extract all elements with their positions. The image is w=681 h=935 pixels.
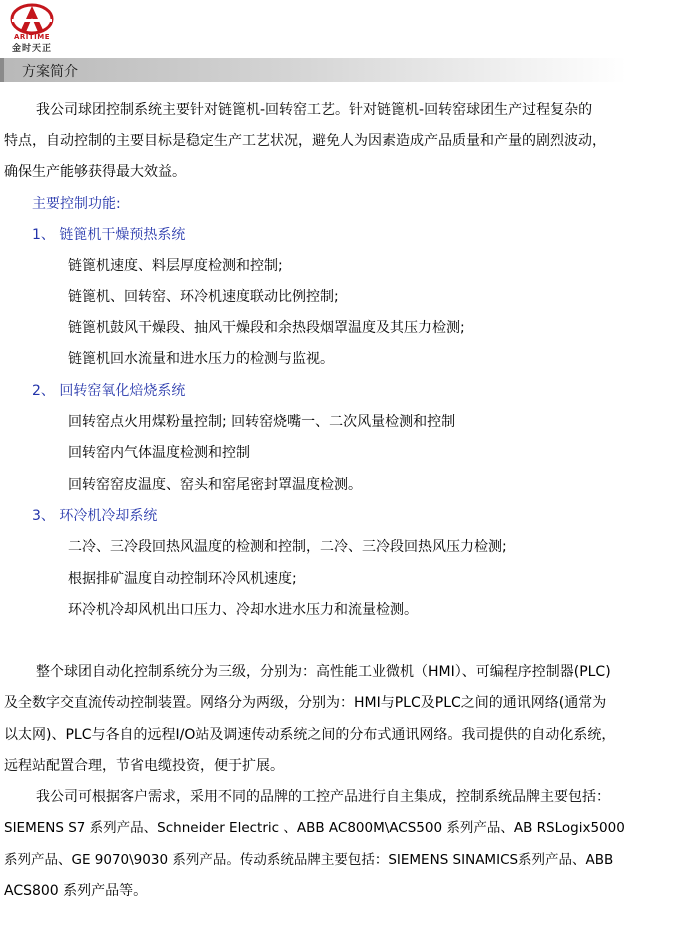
section-bar-edge	[0, 58, 4, 82]
logo-text-en: ARITIME	[13, 33, 51, 41]
brands-line: SIEMENS S7 系列产品、Schneider Electric 、ABB AC800M\ACS500 系列产品、AB RSLogix5000	[4, 820, 625, 836]
group-title: 1、 链篦机干燥预热系统	[32, 227, 186, 243]
logo-text-cn: 金时天正	[11, 44, 52, 54]
group-item: 链篦机回水流量和进水压力的检测与监视。	[68, 351, 334, 367]
group-title: 3、 环冷机冷却系统	[32, 508, 158, 524]
brands-line: 我公司可根据客户需求，采用不同的品牌的工控产品进行自主集成，控制系统品牌主要包括：	[36, 789, 610, 805]
logo-mark-icon	[6, 2, 58, 36]
group-item: 回转窑内气体温度检测和控制	[68, 445, 250, 461]
intro-line: 特点，自动控制的主要目标是稳定生产工艺状况，避免人为因素造成产品质量和产量的剧烈波动，	[4, 133, 606, 149]
group-item: 链篦机速度、料层厚度检测和控制;	[68, 258, 283, 274]
section-title: 方案简介	[22, 64, 78, 80]
group-item: 链篦机、回转窑、环冷机速度联动比例控制;	[68, 289, 339, 305]
section-header-bar	[0, 58, 681, 82]
architecture-line: 远程站配置合理，节省电缆投资，便于扩展。	[4, 758, 284, 774]
architecture-line: 整个球团自动化控制系统分为三级，分别为：高性能工业微机（HMI）、可编程序控制器(PLC)	[36, 664, 611, 680]
brands-line: ACS800 系列产品等。	[4, 883, 148, 899]
intro-line: 确保生产能够获得最大效益。	[4, 164, 186, 180]
group-item: 链篦机鼓风干燥段、抽风干燥段和余热段烟罩温度及其压力检测;	[68, 320, 465, 336]
group-item: 根据排矿温度自动控制环冷风机速度;	[68, 571, 297, 587]
group-item: 环冷机冷却风机出口压力、冷却水进水压力和流量检测。	[68, 602, 418, 618]
architecture-line: 以太网)、PLC与各自的远程I/O站及调速传动系统之间的分布式通讯网络。我司提供的自动化系统，	[4, 727, 616, 743]
functions-heading: 主要控制功能:	[32, 196, 121, 212]
brands-line: 系列产品、GE 9070\9030 系列产品。传动系统品牌主要包括：SIEMENS SINAMICS系列产品、ABB	[4, 852, 614, 868]
group-item: 回转窑窑皮温度、窑头和窑尾密封罩温度检测。	[68, 477, 362, 493]
group-item: 回转窑点火用煤粉量控制; 回转窑烧嘴一、二次风量检测和控制	[68, 414, 456, 430]
group-item: 二冷、三冷段回热风温度的检测和控制，二冷、三冷段回热风压力检测;	[68, 539, 507, 555]
intro-line: 我公司球团控制系统主要针对链篦机-回转窑工艺。针对链篦机-回转窑球团生产过程复杂的	[36, 102, 593, 118]
group-title: 2、 回转窑氧化焙烧系统	[32, 383, 186, 399]
architecture-line: 及全数字交直流传动控制装置。网络分为两级，分别为：HMI与PLC及PLC之间的通讯网络(通常为	[4, 695, 607, 711]
